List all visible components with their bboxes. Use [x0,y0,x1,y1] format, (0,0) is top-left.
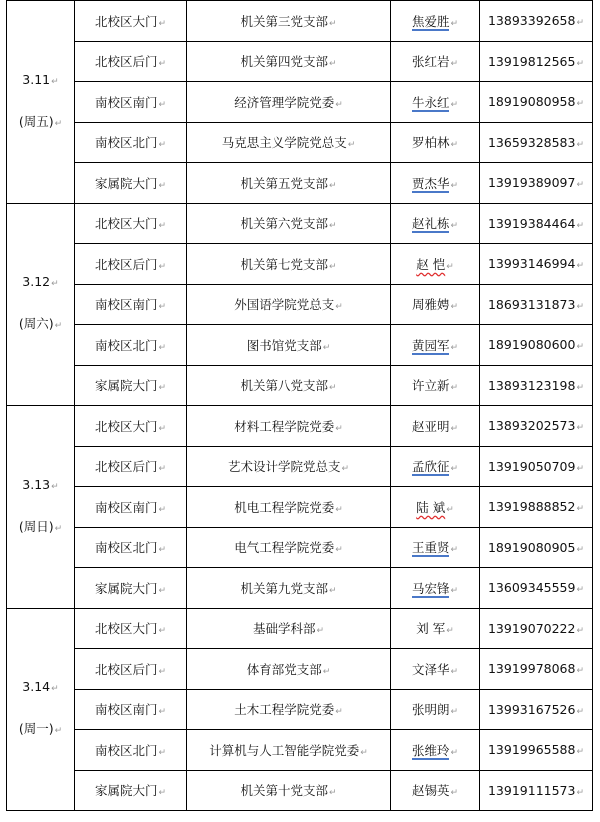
paragraph-mark: ↵ [54,523,63,534]
duty-unit-cell [187,41,391,82]
duty-person: 赵礼栋 [411,216,450,232]
duty-person-cell [391,325,480,366]
duty-location: 南校区南门 [94,297,158,313]
duty-location: 南校区北门 [94,742,158,758]
duty-location-cell [75,41,187,82]
paragraph-mark: ↵ [576,342,585,353]
duty-person-cell [391,406,480,447]
duty-phone-cell [480,446,593,487]
paragraph-mark: ↵ [576,58,585,69]
duty-location-cell [75,649,187,690]
paragraph-mark: ↵ [576,18,585,29]
duty-person: 赵 恺 [416,256,446,272]
duty-location: 北校区大门 [94,13,158,29]
paragraph-mark: ↵ [335,545,343,556]
duty-unit-cell [187,365,391,406]
date-cell [7,203,75,406]
duty-unit-cell [187,325,391,366]
duty-phone-cell [480,41,593,82]
duty-person: 陆 斌 [416,499,446,515]
duty-phone-cell [480,325,593,366]
paragraph-mark: ↵ [158,747,167,758]
duty-unit: 材料工程学院党委 [234,418,335,434]
duty-phone: 18919080600 [487,337,576,353]
duty-location: 南校区北门 [94,540,158,556]
weekday-label: (周日) [18,518,54,534]
paragraph-mark: ↵ [158,666,167,677]
duty-person-cell [391,41,480,82]
table-row [7,365,593,406]
table-row [7,82,593,123]
paragraph-mark: ↵ [158,464,167,475]
duty-phone-cell [480,730,593,771]
duty-phone: 13659328583 [487,134,576,150]
duty-phone-cell [480,406,593,447]
duty-person-cell [391,244,480,285]
duty-location-cell [75,122,187,163]
paragraph-mark: ↵ [158,261,167,272]
duty-location-cell [75,527,187,568]
duty-phone-cell [480,527,593,568]
duty-unit: 机关第七党支部 [240,256,328,272]
paragraph-mark: ↵ [158,180,167,191]
duty-phone-cell [480,487,593,528]
duty-location: 南校区北门 [94,135,158,151]
paragraph-mark: ↵ [576,99,585,110]
duty-phone-cell [480,122,593,163]
date-label: 3.11 [22,71,51,87]
paragraph-mark: ↵ [450,180,459,191]
duty-person: 孟欣征 [411,459,450,475]
paragraph-mark: ↵ [450,59,459,70]
duty-phone-cell [480,244,593,285]
duty-unit-cell [187,770,391,811]
duty-phone-cell [480,203,593,244]
duty-unit: 机关第六党支部 [240,216,328,232]
paragraph-mark: ↵ [446,504,454,515]
paragraph-mark: ↵ [158,626,167,637]
duty-phone: 18693131873 [487,296,576,312]
duty-person: 文泽华 [411,661,450,677]
paragraph-mark: ↵ [576,625,585,636]
table-row [7,41,593,82]
paragraph-mark: ↵ [54,118,63,129]
duty-person-cell [391,365,480,406]
paragraph-mark: ↵ [450,788,459,799]
duty-person-cell [391,446,480,487]
duty-unit: 机关第四党支部 [240,54,328,70]
duty-phone: 18919080958 [487,94,576,110]
duty-person: 许立新 [411,378,450,394]
duty-location: 北校区后门 [94,459,158,475]
duty-person-cell [391,284,480,325]
paragraph-mark: ↵ [335,504,343,515]
duty-person-cell [391,649,480,690]
duty-unit-cell [187,689,391,730]
duty-phone: 13919389097 [487,175,576,191]
paragraph-mark: ↵ [51,684,59,695]
duty-person: 牛永红 [411,94,450,110]
duty-location: 北校区大门 [94,216,158,232]
duty-location-cell [75,730,187,771]
paragraph-mark: ↵ [576,180,585,191]
duty-person: 张维玲 [411,742,450,758]
duty-unit: 机电工程学院党委 [234,499,335,515]
paragraph-mark: ↵ [450,545,459,556]
date-label: 3.13 [22,476,51,492]
table-row [7,446,593,487]
duty-location-cell [75,325,187,366]
duty-phone: 13993146994 [487,256,576,272]
paragraph-mark: ↵ [328,59,337,70]
duty-person: 王重贤 [411,540,450,556]
duty-person-cell [391,203,480,244]
paragraph-mark: ↵ [576,747,585,758]
paragraph-mark: ↵ [158,707,167,718]
duty-person-cell [391,730,480,771]
duty-phone: 13919965588 [487,742,576,758]
duty-phone-cell [480,608,593,649]
duty-phone: 13609345559 [487,580,576,596]
duty-location-cell [75,203,187,244]
duty-unit-cell [187,244,391,285]
duty-person: 罗柏林 [411,135,450,151]
duty-unit-cell [187,163,391,204]
duty-person-cell [391,608,480,649]
duty-location: 北校区后门 [94,54,158,70]
table-row [7,568,593,609]
duty-person: 贾杰华 [411,175,450,191]
duty-location-cell [75,689,187,730]
paragraph-mark: ↵ [158,504,167,515]
paragraph-mark: ↵ [450,140,459,151]
duty-location-cell [75,770,187,811]
paragraph-mark: ↵ [576,463,585,474]
weekday-label: (周六) [18,316,54,332]
duty-unit: 机关第八党支部 [240,378,328,394]
weekday-label: (周一) [18,721,54,737]
duty-person-cell [391,163,480,204]
paragraph-mark: ↵ [158,383,167,394]
paragraph-mark: ↵ [576,301,585,312]
duty-location: 家属院大门 [94,175,158,191]
duty-location: 北校区大门 [94,418,158,434]
duty-unit-cell [187,649,391,690]
duty-phone-cell [480,163,593,204]
duty-unit: 经济管理学院党委 [234,94,335,110]
duty-phone: 13919978068 [487,661,576,677]
duty-person-cell [391,82,480,123]
paragraph-mark: ↵ [51,279,59,290]
paragraph-mark: ↵ [54,321,63,332]
duty-person: 周雅娉 [411,297,450,313]
table-row [7,1,593,42]
duty-person: 张红岩 [411,54,450,70]
table-row [7,325,593,366]
duty-phone-cell [480,284,593,325]
paragraph-mark: ↵ [576,423,585,434]
duty-location-cell [75,1,187,42]
paragraph-mark: ↵ [450,302,459,313]
paragraph-mark: ↵ [576,139,585,150]
duty-person: 黄园军 [411,337,450,353]
duty-person-cell [391,1,480,42]
paragraph-mark: ↵ [328,383,337,394]
duty-phone: 13919050709 [487,458,576,474]
duty-unit: 机关第三党支部 [240,13,328,29]
paragraph-mark: ↵ [322,342,331,353]
duty-phone: 13919812565 [487,53,576,69]
paragraph-mark: ↵ [328,261,337,272]
table-row [7,649,593,690]
weekday-label: (周五) [18,113,54,129]
duty-unit-cell [187,122,391,163]
duty-unit: 机关第九党支部 [240,580,328,596]
duty-unit-cell [187,568,391,609]
paragraph-mark: ↵ [576,706,585,717]
paragraph-mark: ↵ [158,99,167,110]
duty-phone: 13919888852 [487,499,576,515]
paragraph-mark: ↵ [335,302,343,313]
paragraph-mark: ↵ [446,261,454,272]
paragraph-mark: ↵ [576,585,585,596]
table-row [7,406,593,447]
duty-unit: 马克思主义学院党总支 [221,135,347,151]
duty-location-cell [75,365,187,406]
duty-person: 张明朗 [411,702,450,718]
duty-location: 北校区后门 [94,661,158,677]
duty-location: 南校区北门 [94,337,158,353]
duty-location: 北校区后门 [94,256,158,272]
paragraph-mark: ↵ [158,423,167,434]
paragraph-mark: ↵ [158,59,167,70]
duty-phone-cell [480,689,593,730]
duty-location-cell [75,244,187,285]
paragraph-mark: ↵ [576,504,585,515]
duty-phone: 13893392658 [487,13,576,29]
paragraph-mark: ↵ [360,747,368,758]
table-row [7,163,593,204]
paragraph-mark: ↵ [576,382,585,393]
paragraph-mark: ↵ [316,626,325,637]
date-cell [7,1,75,204]
duty-unit-cell [187,284,391,325]
duty-unit: 体育部党支部 [246,661,322,677]
duty-person-cell [391,527,480,568]
paragraph-mark: ↵ [158,342,167,353]
paragraph-mark: ↵ [158,18,167,29]
paragraph-mark: ↵ [450,707,459,718]
duty-location-cell [75,568,187,609]
table-row [7,244,593,285]
duty-phone-cell [480,649,593,690]
duty-location: 家属院大门 [94,580,158,596]
date-label: 3.14 [22,679,51,695]
paragraph-mark: ↵ [450,585,459,596]
paragraph-mark: ↵ [576,220,585,231]
duty-phone: 13919111573 [487,782,576,798]
paragraph-mark: ↵ [322,666,331,677]
duty-phone-cell [480,1,593,42]
duty-person-cell [391,487,480,528]
paragraph-mark: ↵ [576,544,585,555]
date-label: 3.12 [22,274,51,290]
duty-person: 赵锡英 [411,783,450,799]
paragraph-mark: ↵ [450,99,459,110]
table-row [7,689,593,730]
duty-unit-cell [187,527,391,568]
duty-location-cell [75,82,187,123]
duty-unit-cell [187,446,391,487]
duty-unit: 机关第五党支部 [240,175,328,191]
paragraph-mark: ↵ [328,585,337,596]
duty-location-cell [75,284,187,325]
duty-phone: 13893123198 [487,377,576,393]
paragraph-mark: ↵ [51,481,59,492]
paragraph-mark: ↵ [328,221,337,232]
duty-location-cell [75,446,187,487]
duty-location: 家属院大门 [94,783,158,799]
duty-unit: 艺术设计学院党总支 [227,459,341,475]
duty-unit: 电气工程学院党委 [234,540,335,556]
paragraph-mark: ↵ [450,221,459,232]
paragraph-mark: ↵ [450,464,459,475]
paragraph-mark: ↵ [576,261,585,272]
paragraph-mark: ↵ [576,666,585,677]
duty-unit: 土木工程学院党委 [234,702,335,718]
duty-unit-cell [187,203,391,244]
duty-person: 赵亚明 [411,418,450,434]
table-row [7,608,593,649]
paragraph-mark: ↵ [158,545,167,556]
duty-person-cell [391,770,480,811]
duty-unit-cell [187,82,391,123]
duty-unit-cell [187,1,391,42]
paragraph-mark: ↵ [158,140,167,151]
duty-unit: 计算机与人工智能学院党委 [209,742,360,758]
duty-person-cell [391,689,480,730]
paragraph-mark: ↵ [576,787,585,798]
table-row [7,527,593,568]
duty-person: 焦爱胜 [411,13,450,29]
paragraph-mark: ↵ [54,726,63,737]
paragraph-mark: ↵ [450,423,459,434]
paragraph-mark: ↵ [450,747,459,758]
table-row [7,730,593,771]
duty-location: 家属院大门 [94,378,158,394]
date-cell [7,406,75,609]
paragraph-mark: ↵ [51,76,59,87]
schedule-body [7,1,593,811]
duty-unit: 图书馆党支部 [246,337,322,353]
duty-person: 马宏锋 [411,580,450,596]
paragraph-mark: ↵ [328,18,337,29]
table-row [7,770,593,811]
duty-location: 南校区南门 [94,702,158,718]
paragraph-mark: ↵ [335,99,343,110]
paragraph-mark: ↵ [446,626,454,637]
duty-person-cell [391,122,480,163]
duty-unit: 基础学科部 [252,621,316,637]
duty-phone: 13919384464 [487,215,576,231]
paragraph-mark: ↵ [335,707,343,718]
duty-location: 南校区南门 [94,499,158,515]
duty-unit-cell [187,406,391,447]
duty-unit-cell [187,487,391,528]
paragraph-mark: ↵ [450,18,459,29]
paragraph-mark: ↵ [341,464,350,475]
table-row [7,203,593,244]
duty-phone-cell [480,568,593,609]
duty-unit: 机关第十党支部 [240,783,328,799]
duty-phone: 13919070222 [487,620,576,636]
duty-schedule-table [6,0,593,811]
paragraph-mark: ↵ [328,180,337,191]
duty-person-cell [391,568,480,609]
paragraph-mark: ↵ [158,788,167,799]
duty-phone-cell [480,82,593,123]
duty-location-cell [75,487,187,528]
duty-phone-cell [480,365,593,406]
duty-location-cell [75,406,187,447]
paragraph-mark: ↵ [450,383,459,394]
duty-phone: 13893202573 [487,418,576,434]
duty-unit-cell [187,730,391,771]
duty-location-cell [75,608,187,649]
duty-location: 南校区南门 [94,94,158,110]
paragraph-mark: ↵ [335,423,343,434]
duty-phone: 18919080905 [487,539,576,555]
duty-phone: 13993167526 [487,701,576,717]
paragraph-mark: ↵ [347,140,356,151]
paragraph-mark: ↵ [450,342,459,353]
paragraph-mark: ↵ [158,221,167,232]
paragraph-mark: ↵ [328,788,337,799]
date-cell [7,608,75,811]
duty-phone-cell [480,770,593,811]
duty-unit: 外国语学院党总支 [234,297,335,313]
table-row [7,284,593,325]
duty-location-cell [75,163,187,204]
duty-location: 北校区大门 [94,621,158,637]
table-row [7,122,593,163]
paragraph-mark: ↵ [158,585,167,596]
table-row [7,487,593,528]
duty-unit-cell [187,608,391,649]
paragraph-mark: ↵ [158,302,167,313]
paragraph-mark: ↵ [450,666,459,677]
duty-person: 刘 军 [416,621,446,637]
